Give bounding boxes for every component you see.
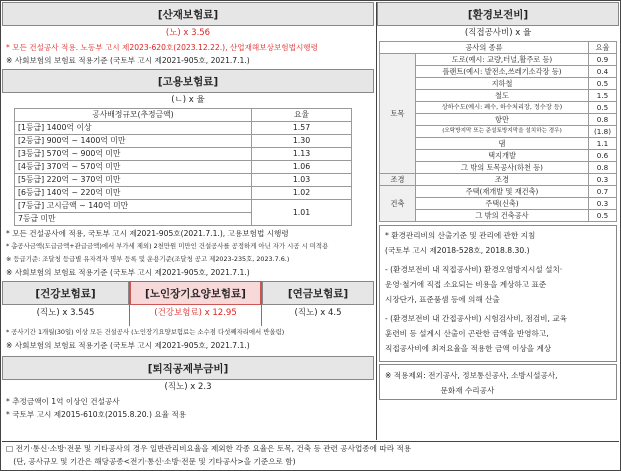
employment-rate-table [14,108,352,226]
scale-cell: 7등급 미만 [15,213,252,226]
rate-cell: 0.8 [589,114,617,126]
table-header-row [15,109,352,122]
item-cell: 상하수도(예시: 폐수, 하수처리장, 정수장 등) [416,102,589,114]
category-civil: 토목 [380,54,416,174]
right-column [376,2,619,440]
trio-note: ※ 사회보험의 보험료 적용기준 (국토부 고시 제2021-905호, 2021.7.1.) [6,341,250,350]
industrial-accident-title: [산재보험료] [2,2,374,26]
table-row [15,135,352,148]
rate-cell: 1.1 [589,138,617,150]
retirement-title: [퇴직공제부금비] [2,356,374,380]
health-section [2,281,130,326]
pension-section [262,281,374,326]
table-row [380,78,617,90]
item-cell: 항만 [416,114,589,126]
item-cell: 도로(예시: 교량,터널,활주로 등) [416,54,589,66]
rate-cell: 1.02 [252,187,352,200]
environment-note: 시장단가, 표준품셈 등에 의해 산출 [385,295,500,304]
rate-cell: 1.57 [252,122,352,135]
rate-cell: 0.5 [589,78,617,90]
longterm-care-title: [노인장기요양보험료] [130,281,261,305]
retirement-note: * 국토부 고시 제2015-610호(2015.8.20.) 요율 적용 [6,410,187,419]
header-rate: 요율 [252,109,352,122]
table-row [380,150,617,162]
scale-cell: [6등급] 140억 ~ 220억 미만 [15,187,252,200]
longterm-care-formula: (건강보험료) x 12.95 [154,308,237,318]
industrial-accident-formula: (노) x 3.56 [165,28,211,38]
table-row [380,210,617,222]
rate-cell: 0.7 [589,186,617,198]
scale-cell: [5등급] 220억 ~ 370억 미만 [15,174,252,187]
rate-cell: 0.8 [589,162,617,174]
table-row [380,66,617,78]
table-row [380,126,617,138]
environment-note: - (환경보전비 내 간접공사비) 시험검사비, 점검비, 교육 [385,314,568,323]
table-row [380,174,617,186]
rate-cell: 0.3 [589,198,617,210]
retirement-note: * 추정금액이 1억 이상인 건설공사 [6,397,120,406]
environment-note: 직접공사비에 최저요율을 적용한 금액 이상을 계상 [385,344,552,353]
footer-line: (단, 공사규모 및 기간은 해당공종<전기·통신·소방·전문 및 기타공사>을 기준으로 함) [6,457,296,466]
header-rate: 요율 [589,42,617,54]
environment-scope-box [379,364,617,400]
item-cell: 플랜트(예시: 발전소,쓰레기소각장 등) [416,66,589,78]
trio-note: * 공사기간 1개월(30일) 이상 모든 건설공사 (노인장기요양보험료는 소수점 다섯째자리에서 반올림) [6,328,285,336]
employment-note: * 총공사금액(도급금액+관급금액)에서 부가세 제외) 2천만원 미만인 건설공사를 공정하게 아닌 자가 시공 시 미적용 [6,242,329,250]
employment-note: ※ 등급기준: 조달청 등급별 유자격자 명부 등록 및 운용기준(조달청 공고 제2023-235호, 2023.7.6.) [6,255,290,263]
table-row [15,161,352,174]
industrial-accident-note: ※ 사회보험의 보험료 적용기준 (국토부 고시 제2021-905호, 2021.7.1.) [6,56,250,65]
employment-formula: (ㄴ) x 율 [171,95,205,105]
table-row [380,90,617,102]
table-row [380,54,617,66]
item-cell: (오탁방지막 또는 준설토방지막을 설치하는 경우) [416,126,589,138]
longterm-care-section [130,281,262,326]
scale-cell: [2등급] 900억 ~ 1400억 미만 [15,135,252,148]
item-cell: 조경 [416,174,589,186]
employment-note: ※ 사회보험의 보험료 적용기준 (국토부 고시 제2021-905호, 2021.7.1.) [6,268,250,277]
table-row [380,102,617,114]
health-formula: (직노) x 3.545 [36,308,95,318]
header-scale: 공사배정규모(추정금액) [15,109,252,122]
scale-cell: [4등급] 370억 ~ 570억 미만 [15,161,252,174]
industrial-accident-section [2,2,374,67]
rate-cell: 0.5 [589,102,617,114]
table-row [380,198,617,210]
table-row [380,138,617,150]
retirement-formula: (직노) x 2.3 [164,382,212,392]
item-cell: 주택(신축) [416,198,589,210]
rate-cell: 1.5 [589,90,617,102]
employment-title: [고용보험료] [2,69,374,93]
header-kind: 공사의 종류 [380,42,589,54]
table-row [380,186,617,198]
rate-cell: 1.13 [252,148,352,161]
rate-cell: 0.3 [589,174,617,186]
retirement-section [2,356,374,421]
item-cell: 철도 [416,90,589,102]
environment-note: 운영·철거에 직접 소요되는 비용을 계상하고 표준 [385,280,547,289]
table-row [15,122,352,135]
environment-title: [환경보전비] [377,2,619,26]
table-row [15,200,352,213]
table-row [15,148,352,161]
category-building: 건축 [380,186,416,222]
footer-line: □ 전기·통신·소방·전문 및 기타공사의 경우 일반관리비요율을 제외한 각종 요율은 토목, 건축 등 관련 공사업종에 따라 적용 [6,444,412,453]
rate-cell: 0.5 [589,210,617,222]
pension-title: [연금보험료] [262,281,374,305]
scale-cell: [3등급] 570억 ~ 900억 미만 [15,148,252,161]
scope-note: ※ 적용제외: 전기공사, 정보통신공사, 소방시설공사, [385,371,558,380]
scale-cell: [7등급] 고시금액 ~ 140억 미만 [15,200,252,213]
left-column [2,2,374,440]
table-row [380,162,617,174]
rate-cell: 0.6 [589,150,617,162]
rate-cell: 1.06 [252,161,352,174]
health-title: [건강보험료] [2,281,129,305]
rate-cell: 1.03 [252,174,352,187]
table-header-row [380,42,617,54]
item-cell: 주택(재개발 및 재건축) [416,186,589,198]
footer-note [2,441,619,470]
industrial-accident-note: * 모든 건설공사 적용. 노동부 고시 제2023-620호(2023.12.22.), 산업재해보상보험법시행령 [6,43,318,52]
rate-cell: 0.4 [589,66,617,78]
rate-cell: (1.8) [589,126,617,138]
table-row [15,174,352,187]
rate-cell: 1.30 [252,135,352,148]
scale-cell: [1등급] 1400억 이상 [15,122,252,135]
table-row [380,114,617,126]
environment-note: * 환경관리비의 산출기준 및 관리에 관한 지침 [385,231,536,240]
category-landscape: 조경 [380,174,416,186]
environment-note: - (환경보전비 내 직접공사비) 환경오염방지시설 설치· [385,265,563,274]
environment-note: 훈련비 등 설계시 산출이 곤란한 금액을 반영하고, [385,329,549,338]
item-cell: 댐 [416,138,589,150]
item-cell: 그 밖의 건축공사 [416,210,589,222]
environment-rate-table [379,41,617,222]
social-insurance-trio [2,281,374,326]
environment-formula: (직접공사비) x 율 [464,28,532,38]
environment-note: (국토부 고시 제2018-528호, 2018.8.30.) [385,246,530,255]
pension-formula: (직노) x 4.5 [294,308,342,318]
scope-note: 문화재 수리공사 [385,386,495,395]
item-cell: 지하철 [416,78,589,90]
environment-notes-box [379,225,617,362]
employment-section [2,69,374,279]
table-row [15,187,352,200]
rate-cell: 0.9 [589,54,617,66]
item-cell: 택지개발 [416,150,589,162]
item-cell: 그 밖의 토목공사(하천 등) [416,162,589,174]
employment-note: * 모든 건설공사에 적용, 국토부 고시 제2021-905호(2021.7.1.), 고용보험법 시행령 [6,229,289,238]
rate-cell: 1.01 [252,200,352,226]
